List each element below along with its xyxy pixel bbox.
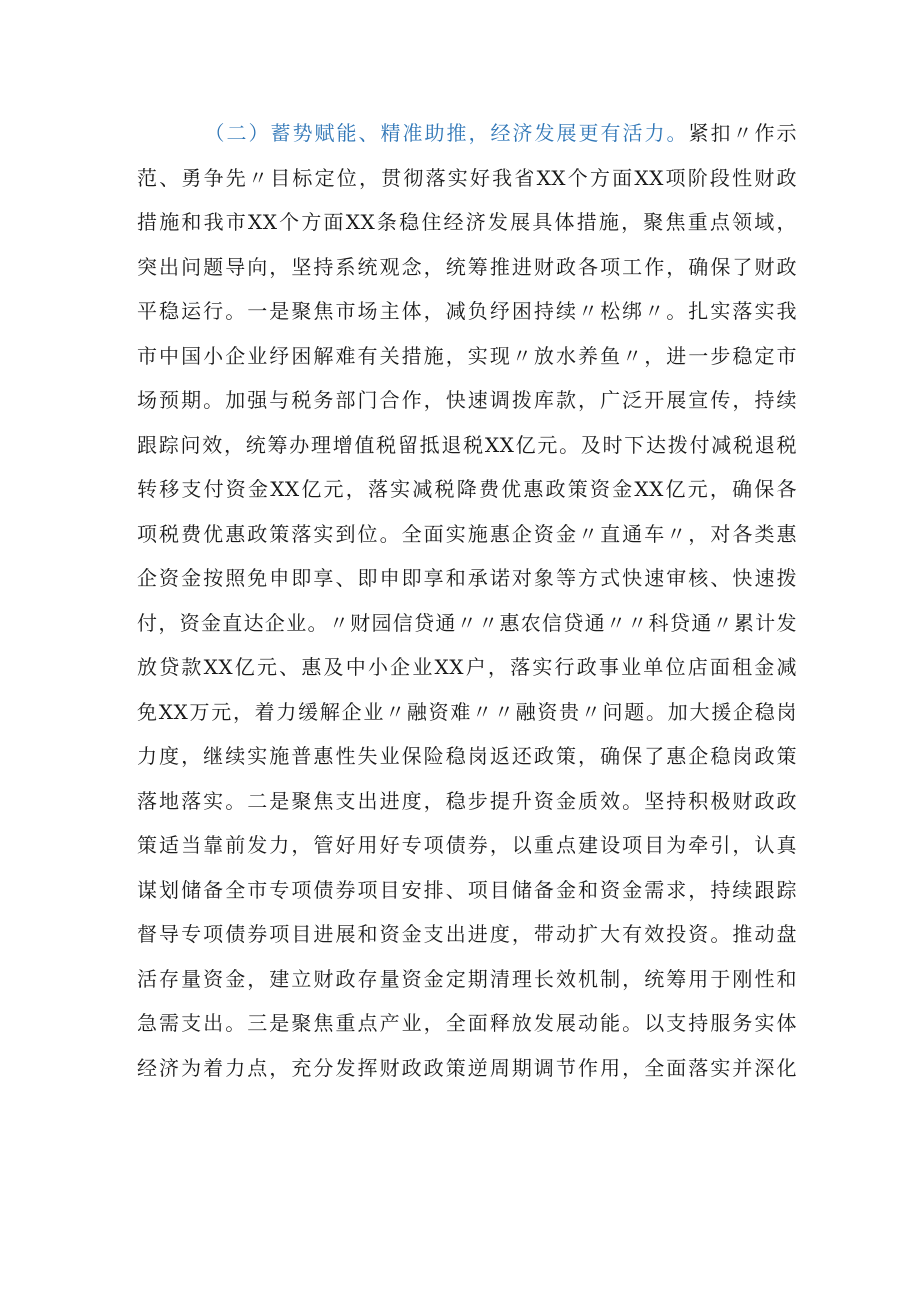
- text-line: 项税费优惠政策落实到位。全面实施惠企资金〃直通车〃，对各类惠: [137, 521, 797, 546]
- section-heading: （二）蓄势赋能、精准助推，经济发展更有活力。: [203, 121, 689, 145]
- text-line: 督导专项债券项目进展和资金支出进度，带动扩大有效投资。推动盘: [137, 922, 797, 946]
- text-line: 力度，继续实施普惠性失业保险稳岗返还政策，确保了惠企稳岗政策: [137, 744, 797, 768]
- text-line: 放贷款XX亿元、惠及中小企业XX户，落实行政事业单位店面租金减: [137, 655, 797, 679]
- text-line: 平稳运行。一是聚焦市场主体，减负纾困持续〃松绑〃。扎实落实我: [137, 299, 797, 323]
- text-line: 落地落实。二是聚焦支出进度，稳步提升资金质效。坚持积极财政政: [137, 788, 797, 813]
- body-paragraph: [137, 111, 797, 1090]
- text-line: 谋划储备全市专项债券项目安排、项目储备金和资金需求，持续跟踪: [137, 877, 797, 902]
- text-line: 付，资金直达企业。〃财园信贷通〃〃惠农信贷通〃〃科贷通〃累计发: [137, 610, 797, 635]
- text-line: 场预期。加强与税务部门合作，快速调拨库款，广泛开展宣传，持续: [137, 388, 797, 412]
- text-line: 急需支出。三是聚焦重点产业，全面释放发展动能。以支持服务实体: [137, 1011, 797, 1035]
- text-line: 措施和我市XX个方面XX条稳住经济发展具体措施，聚焦重点领域，: [137, 210, 797, 234]
- text-line: 范、勇争先〃目标定位，贯彻落实好我省XX个方面XX项阶段性财政: [137, 165, 797, 190]
- text-line: 策适当靠前发力，管好用好专项债券，以重点建设项目为牵引，认真: [137, 833, 797, 857]
- text-line: 跟踪问效，统筹办理增值税留抵退税XX亿元。及时下达拨付减税退税: [137, 432, 797, 457]
- paragraph-first-line: [137, 111, 797, 156]
- text-line: 突出问题导向，坚持系统观念，统筹推进财政各项工作，确保了财政: [137, 254, 797, 279]
- text-line: 市中国小企业纾困解难有关措施，实现〃放水养鱼〃，进一步稳定市: [137, 343, 797, 368]
- text-line: 免XX万元，着力缓解企业〃融资难〃〃融资贵〃问题。加大援企稳岗: [137, 699, 797, 724]
- text-line: 紧扣〃作示: [688, 121, 797, 145]
- text-line: 企资金按照免申即享、即申即享和承诺对象等方式快速审核、快速拨: [137, 566, 797, 590]
- text-line: 经济为着力点，充分发挥财政政策逆周期调节作用，全面落实并深化: [137, 1055, 797, 1080]
- text-line: 转移支付资金XX亿元，落实减税降费优惠政策资金XX亿元，确保各: [137, 477, 797, 501]
- text-line: 活存量资金，建立财政存量资金定期清理长效机制，统筹用于刚性和: [137, 966, 797, 991]
